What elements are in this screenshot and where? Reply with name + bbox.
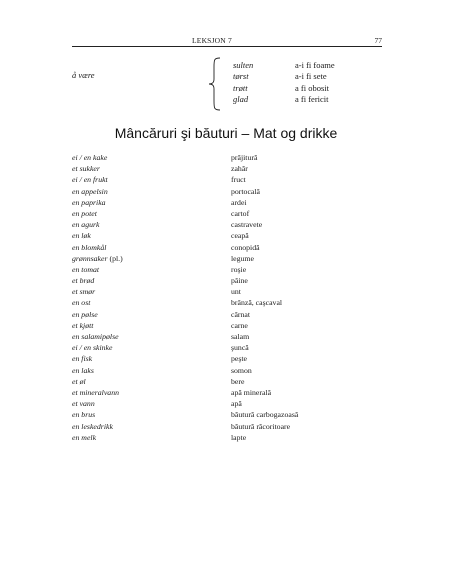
norwegian-term: [72, 174, 108, 185]
norwegian-term: [72, 309, 98, 320]
romanian-translation: salam: [231, 332, 250, 341]
romanian-translation: unt: [231, 287, 241, 297]
norwegian-word: et sukker: [72, 164, 100, 174]
norwegian-term: [72, 320, 93, 331]
translation-list: [295, 60, 335, 105]
vocab-row: [72, 197, 392, 208]
norwegian-term: [72, 219, 100, 230]
norwegian-term: [72, 163, 100, 174]
vocab-row: [72, 242, 392, 253]
norwegian-term: [72, 376, 86, 387]
norwegian-word: en paprika: [72, 197, 106, 207]
vocab-row: [72, 342, 392, 353]
norwegian-word: en melk: [72, 432, 97, 442]
norwegian-word: et brød: [72, 276, 95, 286]
romanian-translation: bere: [231, 376, 245, 386]
adjective-list: [233, 60, 253, 105]
adjective-item: trøtt: [233, 82, 248, 93]
romanian-translation: cartof: [231, 208, 250, 218]
norwegian-term: [72, 387, 119, 398]
norwegian-word: et smør: [72, 287, 96, 297]
vocab-row: [72, 163, 392, 174]
norwegian-word: et kjøtt: [72, 320, 94, 330]
vocab-row: [72, 320, 392, 331]
romanian-translation: ceapă: [231, 231, 249, 241]
vocab-row: [72, 186, 392, 197]
norwegian-term: [72, 353, 92, 364]
norwegian-term: [72, 409, 95, 420]
vocab-row: [72, 365, 392, 376]
norwegian-term: [72, 297, 90, 308]
vocab-row: [72, 286, 392, 297]
vocab-row: [72, 230, 392, 241]
norwegian-word: ei / en skinke: [72, 343, 113, 353]
norwegian-term: [72, 331, 119, 342]
norwegian-term: [72, 432, 96, 443]
vocab-row: [72, 376, 392, 387]
norwegian-term: [72, 275, 94, 286]
translation-item: a fi obosit: [295, 82, 329, 93]
vocab-row: [72, 253, 392, 264]
norwegian-word: en agurk: [72, 220, 100, 230]
vocab-row: [72, 387, 392, 398]
grammar-note: (pl.): [107, 253, 123, 263]
vocab-row: [72, 309, 392, 320]
vocab-row: [72, 208, 392, 219]
romanian-translation: somon: [231, 365, 252, 375]
norwegian-word: et øl: [72, 376, 86, 386]
section-title: Mâncăruri şi băuturi – Mat og drikke: [114, 125, 338, 141]
translation-item: a fi fericit: [295, 93, 329, 104]
norwegian-term: [72, 365, 94, 376]
romanian-translation: roşie: [231, 264, 247, 274]
norwegian-word: en tomat: [72, 264, 100, 274]
norwegian-word: en ost: [72, 298, 91, 308]
norwegian-word: en potet: [72, 208, 97, 218]
verb-phrase: å være: [72, 70, 95, 80]
running-header: [72, 34, 382, 47]
page-number: 77: [374, 36, 382, 45]
norwegian-term: [72, 230, 91, 241]
romanian-translation: peşte: [231, 354, 248, 364]
vocab-row: [72, 152, 392, 163]
translation-item: a-i fi foame: [295, 60, 335, 70]
adjective-item: glad: [233, 93, 249, 104]
adjective-item: sulten: [233, 60, 254, 70]
vocab-row: [72, 353, 392, 364]
vocab-row: [72, 331, 392, 342]
romanian-translation: prăjitură: [231, 153, 258, 162]
vocab-row: [72, 297, 392, 308]
chapter-label: LEKSJON 7: [192, 36, 232, 45]
vocab-row: [72, 398, 392, 409]
vocab-row: [72, 174, 392, 185]
norwegian-term: [72, 264, 99, 275]
norwegian-word: en fisk: [72, 354, 93, 364]
romanian-translation: fruct: [231, 175, 246, 185]
vocab-row: [72, 409, 392, 420]
norwegian-term: [72, 342, 112, 353]
romanian-translation: ardei: [231, 197, 247, 207]
norwegian-word: en salamipølse: [72, 332, 119, 341]
romanian-translation: castravete: [231, 220, 263, 230]
norwegian-word: en løk: [72, 231, 91, 241]
norwegian-term: [72, 208, 97, 219]
norwegian-word: et mineralvann: [72, 387, 119, 397]
romanian-translation: apă minerală: [231, 387, 272, 397]
norwegian-term: [72, 253, 123, 264]
vocab-row: [72, 421, 392, 432]
romanian-translation: băutură carbogazoasă: [231, 410, 299, 420]
romanian-translation: cârnat: [231, 309, 251, 319]
romanian-translation: carne: [231, 320, 248, 330]
norwegian-term: [72, 398, 95, 409]
norwegian-word: ei / en frukt: [72, 175, 108, 185]
norwegian-term: [72, 286, 95, 297]
romanian-translation: brânză, caşcaval: [231, 298, 283, 308]
norwegian-word: grønnsaker: [72, 253, 108, 263]
romanian-translation: apă: [231, 399, 242, 409]
norwegian-term: [72, 197, 106, 208]
vocab-row: [72, 432, 392, 443]
norwegian-term: [72, 152, 107, 163]
norwegian-term: [72, 242, 106, 253]
norwegian-term: [72, 421, 113, 432]
norwegian-word: en blomkål: [72, 242, 107, 252]
norwegian-word: en leskedrikk: [72, 421, 113, 431]
norwegian-word: en brus: [72, 410, 96, 420]
romanian-translation: şuncă: [231, 343, 249, 353]
romanian-translation: lapte: [231, 432, 247, 442]
romanian-translation: legume: [231, 253, 254, 263]
vocab-row: [72, 264, 392, 275]
norwegian-term: [72, 186, 108, 197]
norwegian-word: en pølse: [72, 309, 98, 319]
norwegian-word: en laks: [72, 365, 94, 375]
romanian-translation: conopidă: [231, 242, 260, 252]
norwegian-word: ei / en kake: [72, 153, 108, 162]
norwegian-word: et vann: [72, 399, 95, 409]
vocab-row: [72, 275, 392, 286]
adjective-item: tørst: [233, 71, 249, 82]
curly-brace: [207, 57, 223, 111]
romanian-translation: zahăr: [231, 164, 248, 174]
romanian-translation: băutură răcoritoare: [231, 421, 291, 431]
romanian-translation: pâine: [231, 276, 248, 286]
vocab-row: [72, 219, 392, 230]
norwegian-word: en appelsin: [72, 186, 108, 196]
romanian-translation: portocală: [231, 186, 261, 196]
translation-item: a-i fi sete: [295, 71, 327, 82]
vocabulary-list: [72, 152, 392, 443]
